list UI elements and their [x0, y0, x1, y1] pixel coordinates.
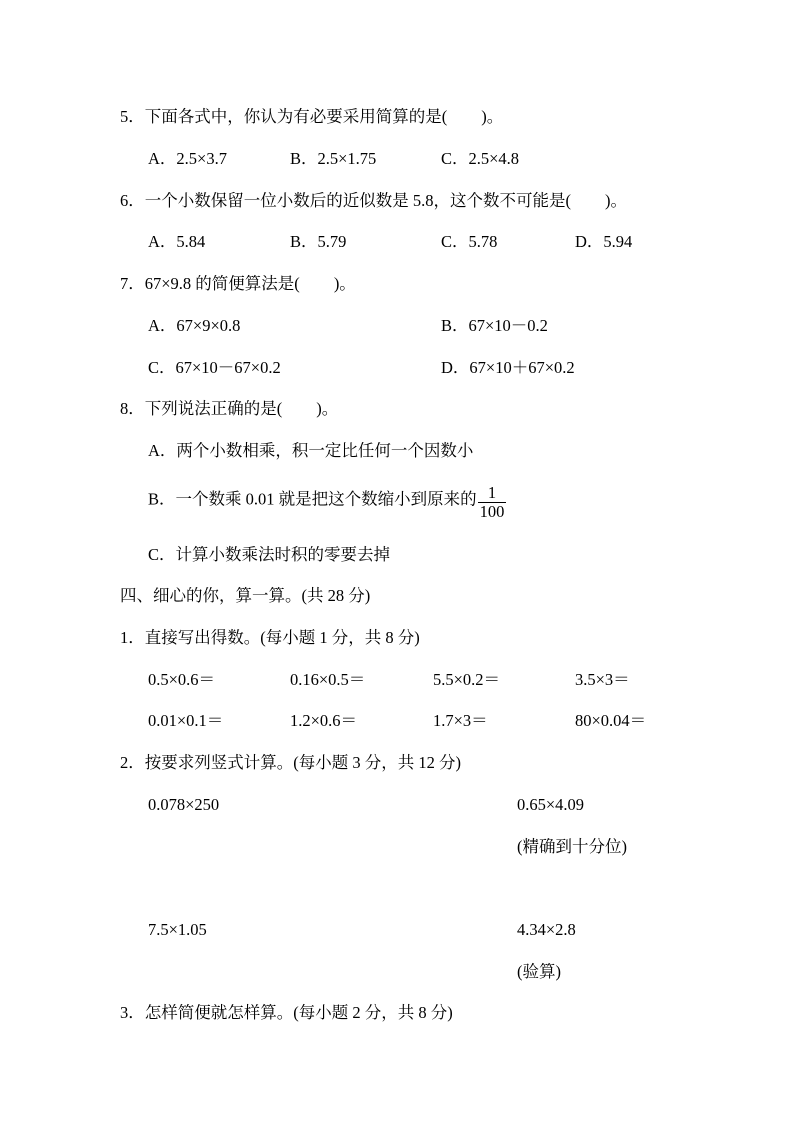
q6-option-b: B．5.79 — [290, 232, 347, 251]
s4-q1-item: 0.5×0.6＝ — [148, 670, 216, 689]
q7-close: )。 — [333, 274, 356, 293]
q5-option-c: C．2.5×4.8 — [441, 149, 520, 168]
q8-option-a: A．两个小数相乘，积一定比任何一个因数小 — [148, 441, 474, 460]
q8-option-b: B．一个数乘 0.01 就是把这个数缩小到原来的 — [148, 489, 477, 509]
q7-stem: 7．67×9.8 的简便算法是( — [120, 274, 300, 293]
s4-q2-requirement: (精确到十分位) — [517, 837, 627, 856]
q8-option-c: C．计算小数乘法时积的零要去掉 — [148, 545, 391, 564]
s4-q1-item: 3.5×3＝ — [575, 670, 630, 689]
s4-q2-item: 0.65×4.09 — [517, 795, 585, 814]
q8-close: )。 — [316, 399, 339, 418]
s4-q1-item: 0.16×0.5＝ — [290, 670, 366, 689]
q7-option-c: C．67×10－67×0.2 — [148, 358, 281, 377]
s4-q2-item: 7.5×1.05 — [148, 920, 207, 939]
s4-q2-requirement: (验算) — [517, 962, 561, 981]
s4-q1-item: 1.2×0.6＝ — [290, 711, 358, 730]
q5-option-b: B．2.5×1.75 — [290, 149, 377, 168]
q5-stem: 5．下面各式中，你认为有必要采用简算的是( — [120, 107, 448, 126]
q6-stem-line — [120, 190, 627, 212]
q6-close: )。 — [605, 191, 627, 210]
q8-stem-line — [120, 398, 338, 420]
q6-stem: 6．一个小数保留一位小数后的近似数是 5.8，这个数不可能是( — [120, 191, 571, 210]
q7-option-d: D．67×10＋67×0.2 — [441, 358, 575, 377]
q5-stem-line — [120, 106, 503, 128]
q8-stem: 8．下列说法正确的是( — [120, 399, 283, 418]
q8-option-b-line — [148, 482, 506, 519]
s4-q1-title: 1．直接写出得数。(每小题 1 分，共 8 分) — [120, 628, 420, 647]
fraction-numerator: 1 — [487, 483, 497, 502]
q6-option-d: D．5.94 — [575, 232, 633, 251]
q7-stem-line — [120, 273, 356, 295]
q6-option-a: A．5.84 — [148, 232, 206, 251]
q5-close: )。 — [481, 107, 504, 126]
s4-q1-item: 80×0.04＝ — [575, 711, 647, 730]
section4-title: 四、细心的你，算一算。(共 28 分) — [120, 586, 371, 605]
s4-q2-title: 2．按要求列竖式计算。(每小题 3 分，共 12 分) — [120, 753, 461, 772]
s4-q1-item: 0.01×0.1＝ — [148, 711, 224, 730]
s4-q1-item: 5.5×0.2＝ — [433, 670, 501, 689]
q5-option-a: A．2.5×3.7 — [148, 149, 227, 168]
q7-option-a: A．67×9×0.8 — [148, 316, 241, 335]
q6-option-c: C．5.78 — [441, 232, 498, 251]
s4-q2-item: 4.34×2.8 — [517, 920, 576, 939]
s4-q3-title: 3．怎样简便就怎样算。(每小题 2 分，共 8 分) — [120, 1003, 453, 1022]
fraction-one-hundredth — [478, 484, 507, 521]
q7-option-b: B．67×10－0.2 — [441, 316, 548, 335]
fraction-denominator: 100 — [479, 502, 505, 521]
s4-q2-item: 0.078×250 — [148, 795, 220, 814]
s4-q1-item: 1.7×3＝ — [433, 711, 488, 730]
